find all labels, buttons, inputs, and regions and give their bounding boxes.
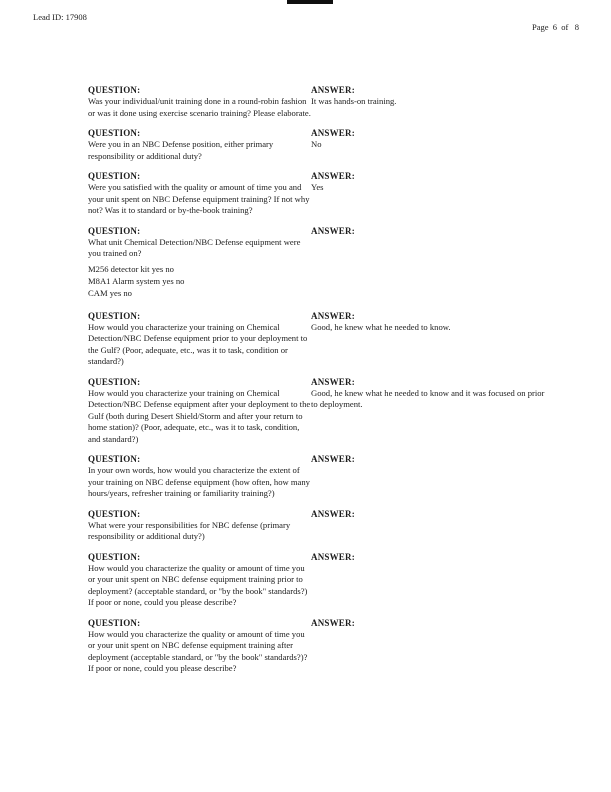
question-label: QUESTION: [88, 225, 141, 236]
qa-row [88, 225, 558, 305]
answer-column [311, 453, 546, 465]
answer-label: ANSWER: [311, 617, 355, 628]
question-text: Was your individual/unit training done in a round-robin fashion or was it done using exercise scenario training? Please elaborate. [88, 96, 311, 118]
question-text: Were you in an NBC Defense position, either primary responsibility or additional duty? [88, 139, 274, 161]
question-column [88, 551, 311, 612]
question-label: QUESTION: [88, 171, 141, 181]
question-label: QUESTION: [88, 508, 141, 519]
answer-label: ANSWER: [311, 85, 355, 95]
equipment-option-line: M256 detector kit yes no [88, 263, 174, 274]
answer-label: ANSWER: [311, 551, 355, 562]
equipment-option-line: M8A1 Alarm system yes no [88, 275, 185, 286]
question-column [88, 453, 311, 503]
qa-row [88, 127, 558, 165]
answer-label: ANSWER: [311, 171, 355, 181]
qa-row [88, 551, 558, 612]
answer-text: Good, he knew what he needed to know and it was focused on prior to deployment. [311, 387, 545, 409]
question-label: QUESTION: [88, 128, 141, 138]
answer-column [311, 508, 546, 520]
answer-label: ANSWER: [311, 310, 355, 321]
equipment-option-line: CAM yes no [88, 287, 132, 298]
question-text: How would you characterize the quality or amount of time you or your unit spent on NBC defense equipment training after deployment (acceptable standard, or "by the book" standards?)? If poor or none, could you please describe? [88, 628, 308, 673]
question-text: What unit Chemical Detection/NBC Defense equipment were you trained on? [88, 236, 301, 258]
answer-label: ANSWER: [311, 376, 355, 387]
answer-label: ANSWER: [311, 454, 355, 464]
qa-row [88, 617, 558, 678]
question-label: QUESTION: [88, 454, 141, 464]
question-label: QUESTION: [88, 376, 141, 387]
question-text: How would you characterize your training on Chemical Detection/NBC Defense equipment after your deployment to the Gulf (both during Desert Shield/Storm and after your return to home station)? (Poor, adequate, etc., was it to task, condition, and standard?) [88, 387, 311, 444]
answer-text: Yes [311, 182, 324, 192]
answer-label: ANSWER: [311, 508, 355, 519]
question-column [88, 310, 311, 371]
answer-column [311, 84, 546, 108]
answer-column [311, 225, 546, 237]
answer-column [311, 617, 546, 629]
equipment-option-list [88, 263, 311, 299]
question-text: How would you characterize your training on Chemical Detection/NBC Defense equipment prior to your deployment to the Gulf? (Poor, adequate, etc., was it to task, condition or standard?) [88, 321, 308, 366]
qa-list [88, 84, 558, 683]
question-column [88, 84, 311, 122]
qa-row [88, 508, 558, 546]
question-column [88, 376, 311, 449]
qa-row [88, 310, 558, 371]
answer-column [311, 376, 546, 411]
question-label: QUESTION: [88, 617, 141, 628]
question-column [88, 170, 311, 220]
question-column [88, 617, 311, 678]
qa-row [88, 170, 558, 220]
page-number-label: Page 6 of 8 [532, 22, 579, 32]
question-column [88, 225, 311, 305]
answer-label: ANSWER: [311, 128, 355, 138]
question-text: In your own words, how would you characterize the extent of your training on NBC defense equipment (how often, how many hours/years, refresher training or familiarity training?) [88, 465, 310, 498]
qa-row [88, 453, 558, 503]
qa-row [88, 84, 558, 122]
answer-column [311, 170, 546, 194]
question-text: What were your responsibilities for NBC defense (primary responsibility or additional duty?) [88, 519, 291, 541]
question-label: QUESTION: [88, 310, 141, 321]
question-column [88, 508, 311, 546]
scan-artifact-mark [287, 0, 333, 4]
answer-text: No [311, 139, 322, 149]
question-column [88, 127, 311, 165]
question-text: Were you satisfied with the quality or amount of time you and your unit spent on NBC Defense equipment training? If not why not? Was it to standard or by-the-book training? [88, 182, 310, 215]
lead-id-label: Lead ID: 17908 [33, 12, 87, 22]
question-text: How would you characterize the quality or amount of time you or your unit spent on NBC defense equipment training prior to deployment? (acceptable standard, or "by the book" standards?) If poor or none, could you please describe? [88, 562, 308, 607]
question-label: QUESTION: [88, 551, 141, 562]
answer-label: ANSWER: [311, 225, 355, 236]
answer-text: Good, he knew what he needed to know. [311, 321, 451, 332]
qa-row [88, 376, 558, 449]
answer-column [311, 551, 546, 563]
answer-text: It was hands-on training. [311, 96, 397, 106]
answer-column [311, 127, 546, 151]
answer-column [311, 310, 546, 334]
question-label: QUESTION: [88, 85, 141, 95]
